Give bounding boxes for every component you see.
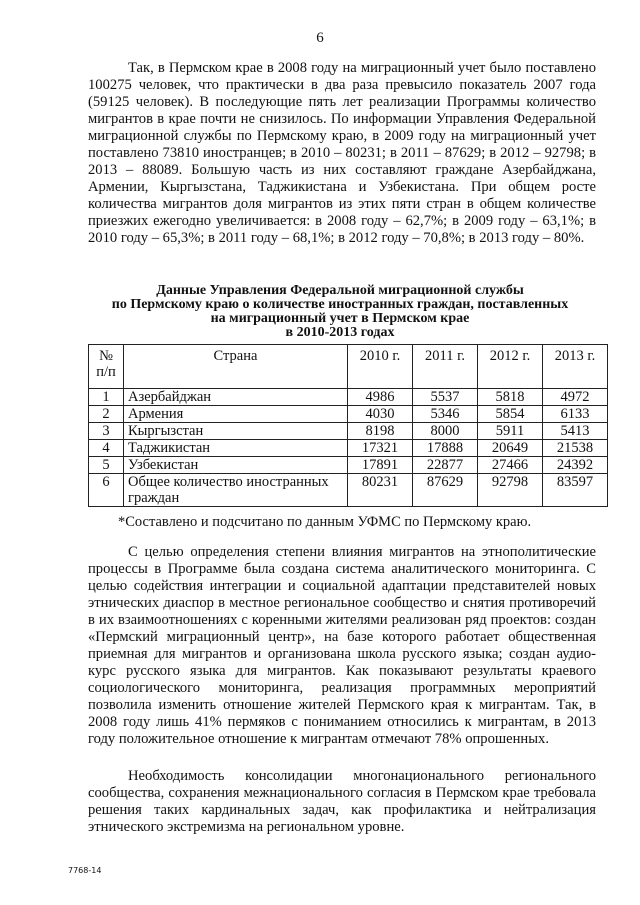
table-row bbox=[89, 389, 608, 406]
row-country: Кыргызстан bbox=[124, 423, 348, 440]
row-country: Азербайджан bbox=[124, 389, 348, 406]
row-2010: 80231 bbox=[348, 474, 413, 507]
row-num: 4 bbox=[89, 440, 124, 457]
row-country: Общее количество иностранных граждан bbox=[124, 474, 348, 507]
document-code: 7768-14 bbox=[68, 866, 102, 875]
table-footnote: *Составлено и подсчитано по данным УФМС по Пермскому краю. bbox=[118, 514, 532, 530]
row-num: 2 bbox=[89, 406, 124, 423]
paragraph-consolidation: Необходимость консолидации многонационального регионального сообщества, сохранения межнационального согласия в Пермском крае требовала решения таких кардинальных задач, как профилактика и нейтрализация этнического экстремизма на региональном уровне. bbox=[88, 768, 596, 835]
row-2012: 5818 bbox=[478, 389, 543, 406]
row-2010: 4986 bbox=[348, 389, 413, 406]
row-2012: 27466 bbox=[478, 457, 543, 474]
row-2013: 6133 bbox=[543, 406, 608, 423]
row-2011: 22877 bbox=[413, 457, 478, 474]
row-2013: 4972 bbox=[543, 389, 608, 406]
row-2011: 5537 bbox=[413, 389, 478, 406]
row-2013: 5413 bbox=[543, 423, 608, 440]
row-country: Таджикистан bbox=[124, 440, 348, 457]
row-num: 5 bbox=[89, 457, 124, 474]
table-title bbox=[80, 284, 600, 340]
header-2013: 2013 г. bbox=[543, 345, 608, 389]
header-2010: 2010 г. bbox=[348, 345, 413, 389]
row-2011: 5346 bbox=[413, 406, 478, 423]
paragraph-monitoring: С целью определения степени влияния мигрантов на этнополитические процессы в Программе была создана система аналитического мониторинга. С целью содействия интеграции и социальной адаптации представителей новых этнических диаспор в местное региональное сообщество и снятия противоречий в их взаимоотношениях с коренными жителями реализован ряд проектов: создан «Пермский миграционный центр», на базе которого работает общественная приемная для мигрантов и организована школа русского языка; создан аудио-курс русского языка для мигрантов. Как показывают результаты краевого социологического мониторинга, реализация программных мероприятий позволила изменить отношение жителей Пермского края к мигрантам. Так, в 2008 году лишь 41% пермяков с пониманием относились к мигрантам, в 2013 году положительное отношение к мигрантам отмечают 78% опрошенных. bbox=[88, 544, 596, 747]
row-country: Узбекистан bbox=[124, 457, 348, 474]
page-number: 6 bbox=[316, 30, 324, 46]
row-num: 6 bbox=[89, 474, 124, 507]
header-2011: 2011 г. bbox=[413, 345, 478, 389]
row-2012: 92798 bbox=[478, 474, 543, 507]
header-num: № п/п bbox=[89, 345, 124, 389]
table-header-row bbox=[89, 345, 608, 389]
row-2013: 24392 bbox=[543, 457, 608, 474]
row-2012: 5911 bbox=[478, 423, 543, 440]
row-2010: 4030 bbox=[348, 406, 413, 423]
row-2011: 8000 bbox=[413, 423, 478, 440]
row-country: Армения bbox=[124, 406, 348, 423]
row-num: 3 bbox=[89, 423, 124, 440]
table-row bbox=[89, 457, 608, 474]
paragraph-migration-stats: Так, в Пермском крае в 2008 году на миграционный учет было поставлено 100275 человек, что практически в два раза превысило показатель 2007 года (59125 человек). В последующие пять лет реализации Программы количество мигрантов в крае почти не снизилось. По информации Управления Федеральной миграционной службы по Пермскому краю, в 2009 году на миграционный учет поставлено 73810 иностранцев; в 2010 – 80231; в 2011 – 87629; в 2012 – 92798; в 2013 – 88089. Большую часть из них составляют граждане Азербайджана, Армении, Кыргызстана, Таджикистана и Узбекистана. При общем росте количества мигрантов доля мигрантов из этих пяти стран в общем количестве приезжих ежегодно увеличивается: в 2008 году – 62,7%; в 2009 году – 63,1%; в 2010 году – 65,3%; в 2011 году – 68,1%; в 2012 году – 70,8%; в 2013 году – 80%. bbox=[88, 60, 596, 246]
header-country: Страна bbox=[124, 345, 348, 389]
migrants-table bbox=[88, 344, 608, 507]
row-2011: 17888 bbox=[413, 440, 478, 457]
row-2012: 20649 bbox=[478, 440, 543, 457]
row-2013: 21538 bbox=[543, 440, 608, 457]
row-2010: 17891 bbox=[348, 457, 413, 474]
row-num: 1 bbox=[89, 389, 124, 406]
row-2013: 83597 bbox=[543, 474, 608, 507]
row-2011: 87629 bbox=[413, 474, 478, 507]
table-title-line: на миграционный учет в Пермском крае bbox=[210, 311, 470, 326]
table-row bbox=[89, 406, 608, 423]
row-2010: 17321 bbox=[348, 440, 413, 457]
table-row-total bbox=[89, 474, 608, 507]
table-title-line: в 2010-2013 годах bbox=[285, 325, 395, 340]
header-2012: 2012 г. bbox=[478, 345, 543, 389]
row-2010: 8198 bbox=[348, 423, 413, 440]
table-row bbox=[89, 440, 608, 457]
table-row bbox=[89, 423, 608, 440]
row-2012: 5854 bbox=[478, 406, 543, 423]
table-title-line: Данные Управления Федеральной миграционной службы bbox=[156, 283, 524, 298]
table-title-line: по Пермскому краю о количестве иностранных граждан, поставленных bbox=[111, 297, 569, 312]
